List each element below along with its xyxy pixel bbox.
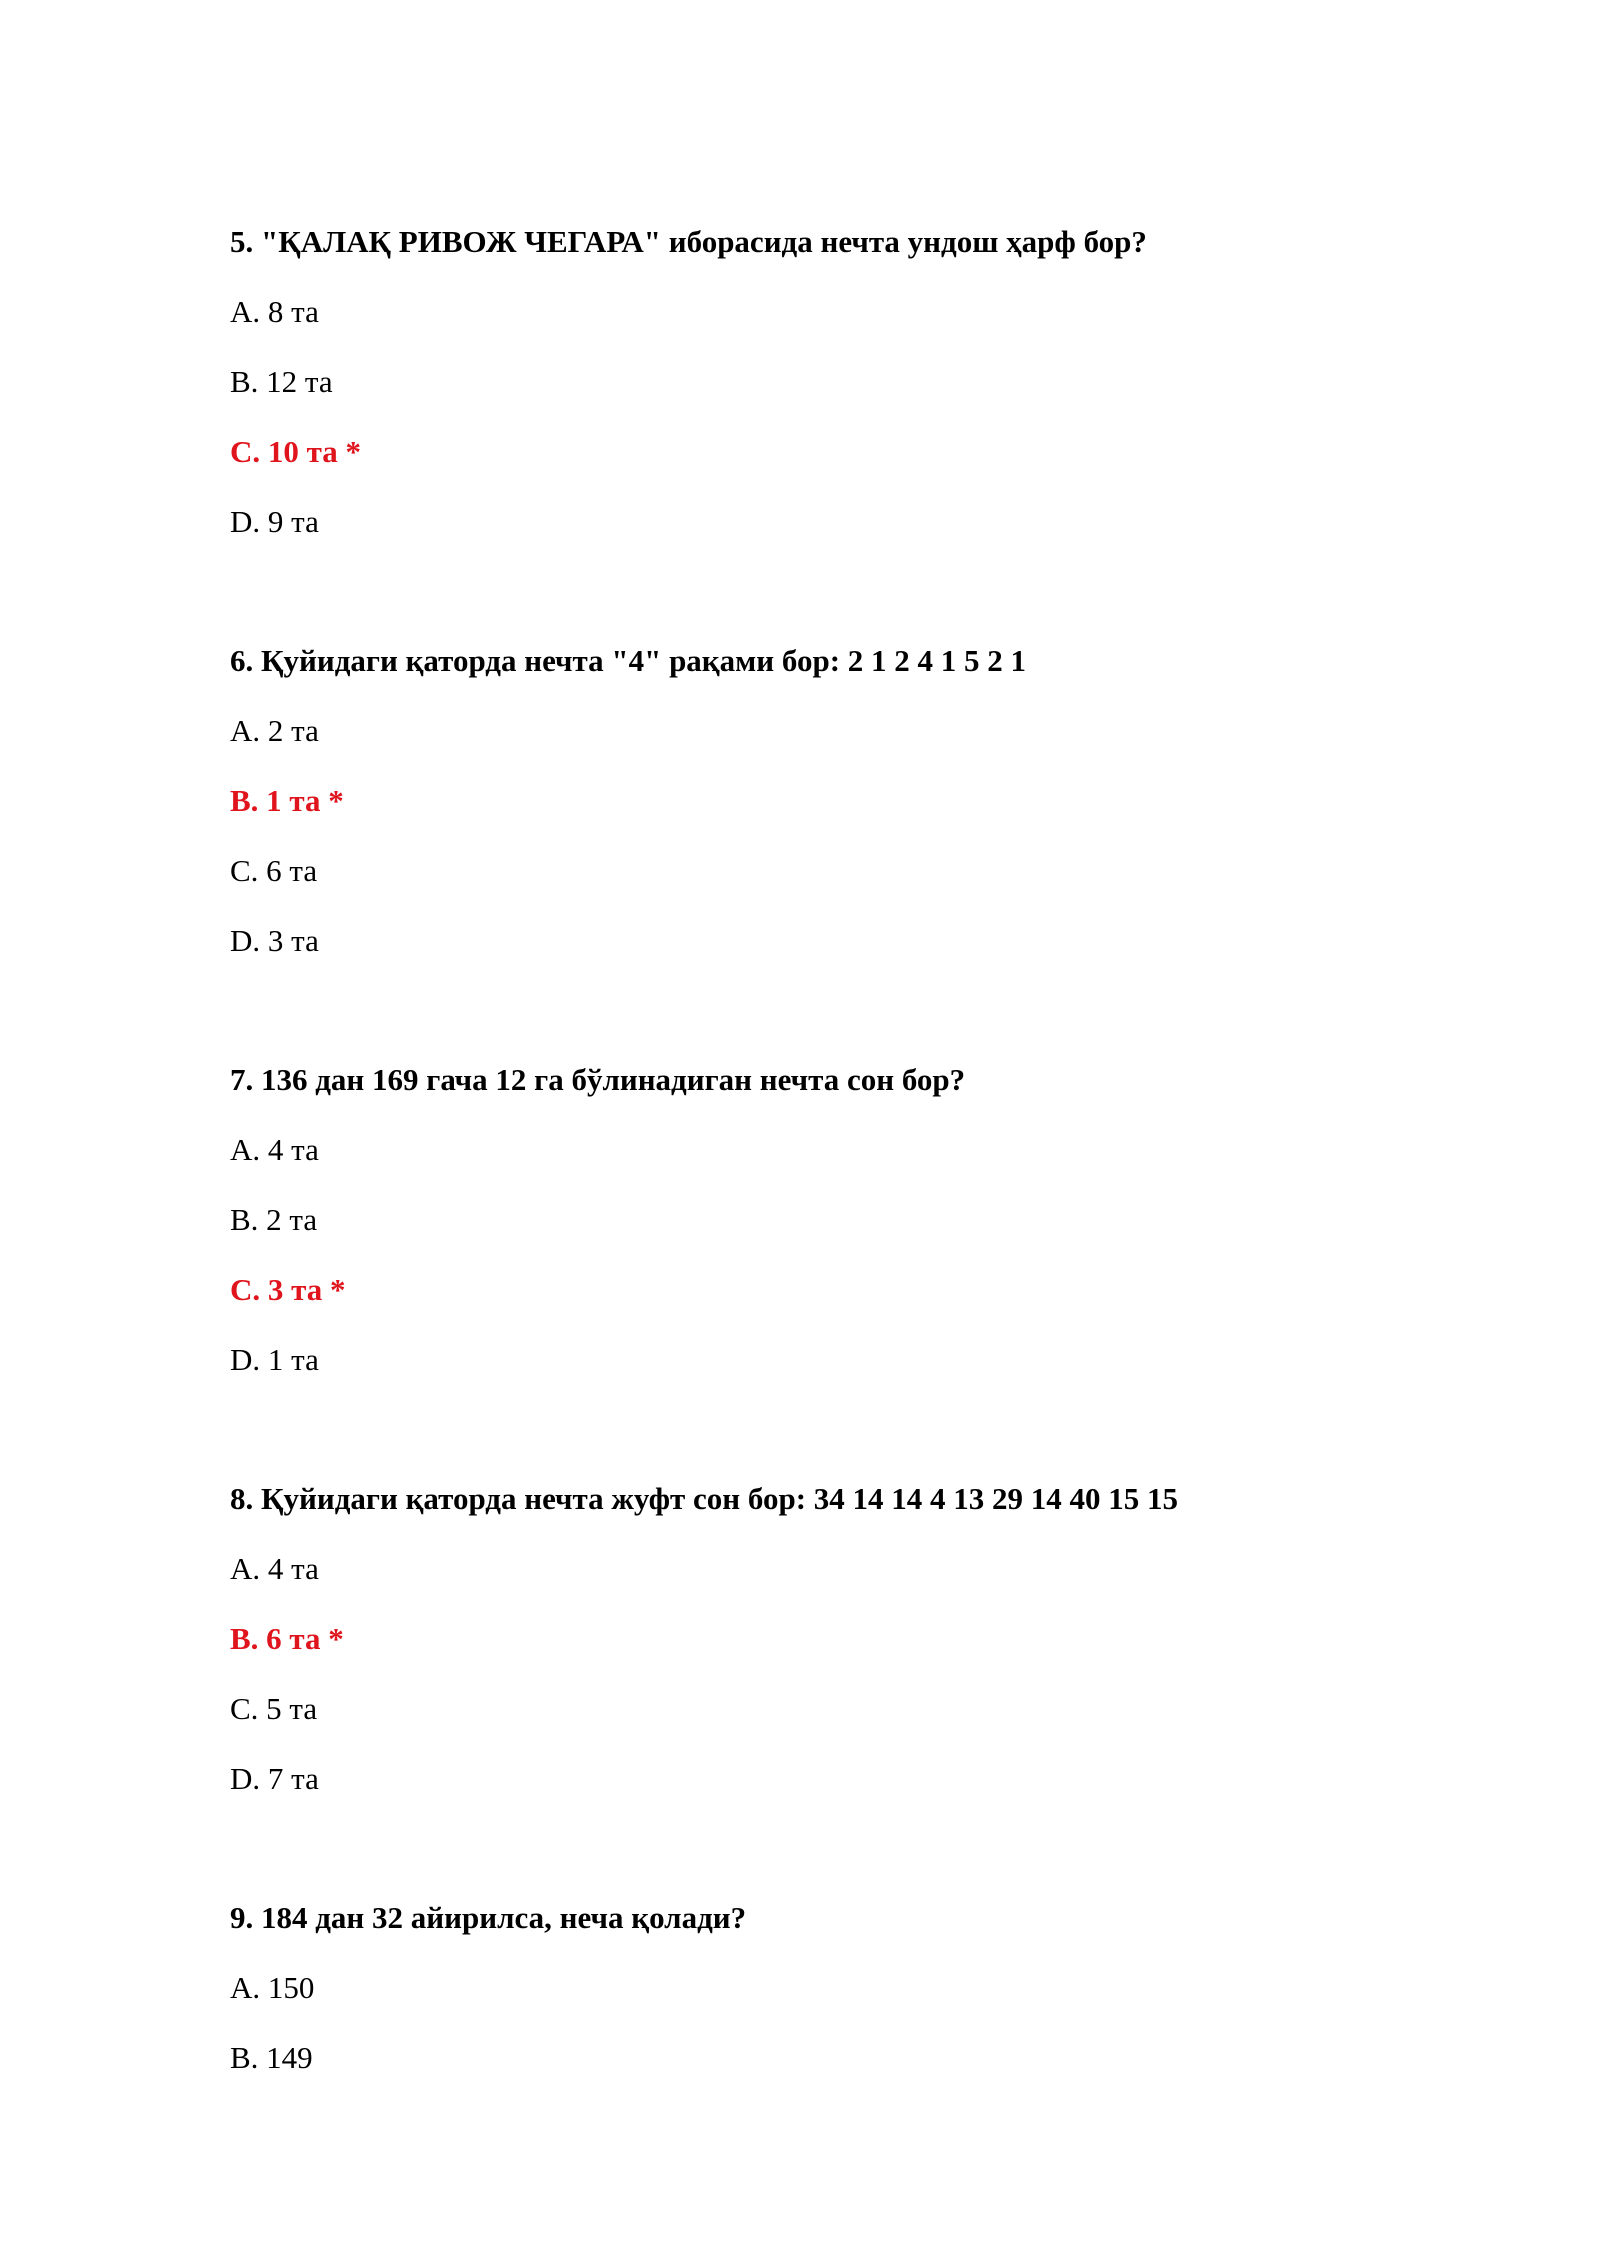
answer-option-b: B. 149	[230, 2040, 313, 2075]
answer-option-a: A. 2 та	[230, 713, 319, 748]
question-8	[230, 1479, 1530, 1799]
answer-option-d: D. 7 та	[230, 1761, 319, 1796]
answer-option-a: A. 150	[230, 1970, 315, 2005]
correct-answer-option-c: C. 10 та *	[230, 434, 361, 469]
answer-option-b: B. 2 та	[230, 1202, 318, 1237]
answer-option-c: C. 5 та	[230, 1691, 318, 1726]
answer-option-d: D. 9 та	[230, 504, 319, 539]
question-9	[230, 1898, 1530, 2078]
question-7	[230, 1060, 1530, 1380]
answer-option-c: C. 6 та	[230, 853, 318, 888]
answer-option-d: D. 3 та	[230, 923, 319, 958]
answer-option-d: D. 1 та	[230, 1342, 319, 1377]
question-text: 6. Қуйидаги қаторда нечта "4" рақами бор: 2 1 2 4 1 5 2 1	[230, 643, 1027, 678]
answer-option-b: B. 12 та	[230, 364, 333, 399]
question-6	[230, 641, 1530, 961]
answer-option-a: A. 4 та	[230, 1132, 319, 1167]
correct-answer-option-c: C. 3 та *	[230, 1272, 346, 1307]
question-text: 7. 136 дан 169 гача 12 га бўлинадиган нечта сон бор?	[230, 1062, 966, 1097]
correct-answer-option-b: B. 6 та *	[230, 1621, 344, 1656]
question-5	[230, 222, 1530, 542]
question-text: 8. Қуйидаги қаторда нечта жуфт сон бор: 34 14 14 4 13 29 14 40 15 15	[230, 1481, 1179, 1516]
correct-answer-option-b: B. 1 та *	[230, 783, 344, 818]
question-text: 9. 184 дан 32 айирилса, неча қолади?	[230, 1900, 747, 1935]
answer-option-a: A. 8 та	[230, 294, 319, 329]
answer-option-a: A. 4 та	[230, 1551, 319, 1586]
question-text: 5. "ҚАЛАҚ РИВОЖ ЧЕГАРА" иборасида нечта ундош ҳарф бор?	[230, 224, 1147, 259]
